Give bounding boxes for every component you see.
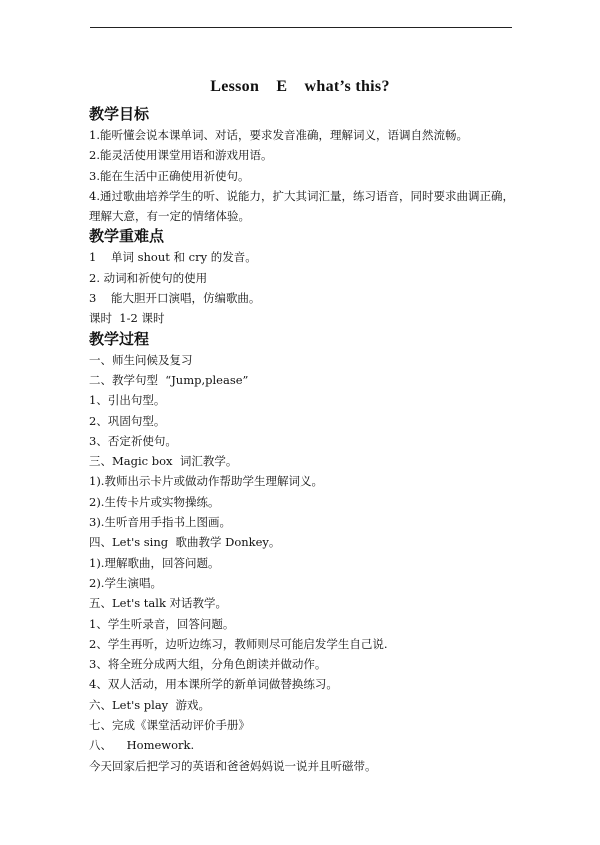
objective-item: 4.通过歌曲培养学生的听、说能力，扩大其词汇量，练习语音，同时要求曲调正确，理解大意，有一定的情绪体验。 <box>89 188 514 224</box>
lesson-title: Lesson E what’s this? <box>210 78 390 95</box>
process-item: 八、 Homework. <box>89 738 195 753</box>
keypoints-list <box>89 247 517 328</box>
objective-item: 1.能听懂会说本课单词、对话，要求发音准确，理解词义，语调自然流畅。 <box>89 128 468 142</box>
process-item: 四、Let's sing 歌曲教学 Donkey。 <box>89 535 281 550</box>
process-item: 二、教学句型 “Jump,please” <box>89 372 249 387</box>
keypoint-item: 3 能大胆开口演唱，仿编歌曲。 <box>89 291 261 306</box>
process-item: 1、引出句型。 <box>89 393 166 408</box>
process-item: 1、学生听录音，回答问题。 <box>89 616 235 631</box>
header-rule <box>90 27 512 28</box>
process-item: 2).学生演唱。 <box>89 575 162 590</box>
process-item: 3、将全班分成两大组，分角色朗读并做动作。 <box>89 657 327 672</box>
document-body <box>89 104 517 776</box>
process-item: 三、Magic box 词汇教学。 <box>89 454 238 469</box>
objective-item: 3.能在生活中正确使用祈使句。 <box>89 168 250 183</box>
process-item: 1).理解歌曲，回答问题。 <box>89 555 220 570</box>
keypoint-item: 1 单词 shout 和 cry 的发音。 <box>89 250 257 265</box>
objectives-heading: 教学目标 <box>89 105 150 123</box>
process-item: 七、完成《课堂活动评价手册》 <box>89 718 250 733</box>
process-item: 六、Let's play 游戏。 <box>89 697 210 712</box>
process-item: 五、Let's talk 对话教学。 <box>89 596 228 611</box>
keypoint-item: 2. 动词和祈使句的使用 <box>89 270 208 285</box>
process-item: 1).教师出示卡片或做动作帮助学生理解词义。 <box>89 474 323 489</box>
process-list <box>89 350 517 776</box>
process-item: 一、师生问候及复习 <box>89 352 193 367</box>
objectives-list <box>89 125 517 226</box>
keypoints-heading: 教学重难点 <box>89 227 165 246</box>
process-item: 2、学生再听，边听边练习，教师则尽可能启发学生自己说. <box>89 636 388 651</box>
process-item: 3、否定祈使句。 <box>89 433 177 448</box>
process-item: 3).生听音用手指书上图画。 <box>89 515 231 530</box>
process-item: 2、巩固句型。 <box>89 413 166 428</box>
process-item: 4、双人活动，用本课所学的新单词做替换练习。 <box>89 677 338 692</box>
class-hours: 课时 1-2 课时 <box>89 311 165 326</box>
homework-note: 今天回家后把学习的英语和爸爸妈妈说一说并且听磁带。 <box>89 758 377 773</box>
objective-item: 2.能灵活使用课堂用语和游戏用语。 <box>89 148 273 163</box>
process-item: 2).生传卡片或实物操练。 <box>89 494 220 509</box>
process-heading: 教学过程 <box>89 329 150 348</box>
